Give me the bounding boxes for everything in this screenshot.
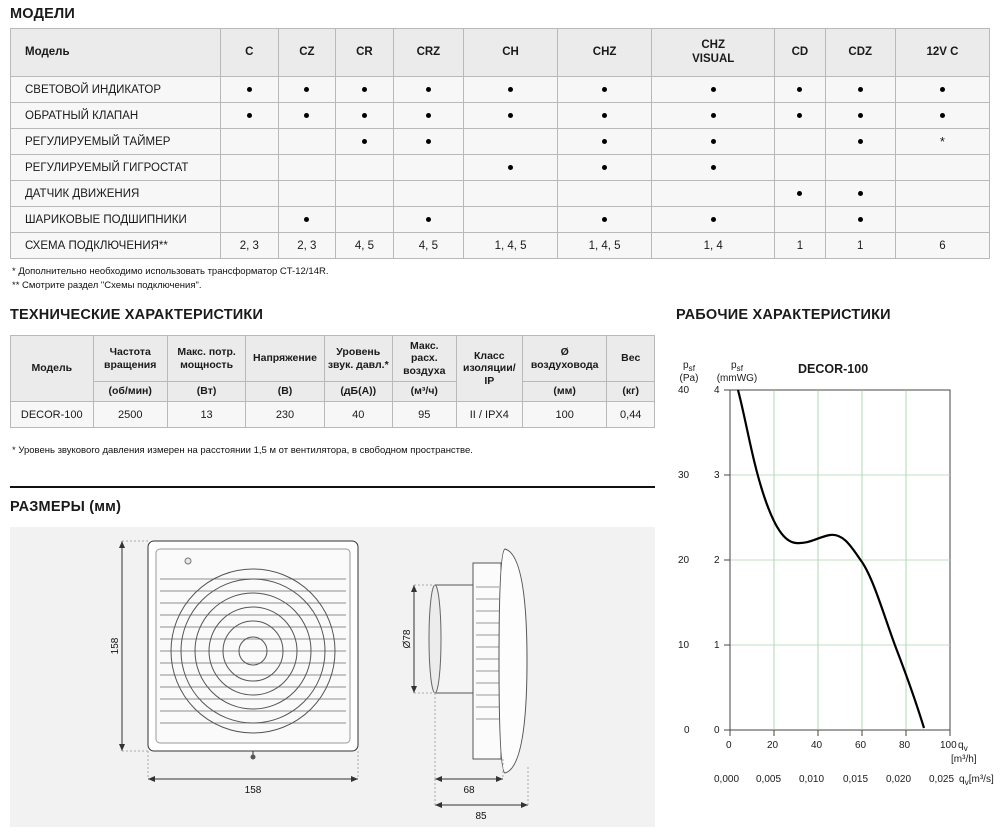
footnote-asterisk: * [939,133,945,149]
chart-ytick-right-0: 0 [714,725,720,736]
models-cell [895,77,989,103]
tech-unit-airflow: (м³/ч) [392,382,456,402]
models-header-chz-visual-l2: VISUAL [692,52,735,65]
models-row-label: ОБРАТНЫЙ КЛАПАН [11,103,221,129]
feature-dot-icon [304,217,309,222]
models-cell [558,103,652,129]
models-footnote-2: ** Смотрите раздел "Схемы подключения". [12,279,202,291]
models-cell [775,129,825,155]
feature-dot-icon [247,87,252,92]
chart-ytick-left-40: 40 [678,385,690,396]
feature-dot-icon [602,217,607,222]
models-header-chz-visual [652,29,775,77]
models-header-c: C [221,29,279,77]
chart-xtick-bottom-0: 0,000 [714,774,740,785]
feature-dot-icon [858,87,863,92]
models-row-label: ШАРИКОВЫЕ ПОДШИПНИКИ [11,207,221,233]
models-cell [336,207,394,233]
dimensions-divider [10,486,655,488]
models-cell [464,207,558,233]
tech-cell-model: DECOR-100 [11,402,94,428]
models-cell [336,155,394,181]
chart-y-right-label [706,360,768,385]
chart-x-label-bottom [959,774,994,787]
models-cell [558,77,652,103]
tech-header-power: Макс. потр. мощность [167,336,245,382]
tech-unit-voltage: (В) [246,382,324,402]
table-row [11,233,990,259]
feature-dot-icon [711,139,716,144]
feature-dot-icon [602,87,607,92]
tech-header-airflow: Макс. расх. воздуха [392,336,456,382]
tech-header-voltage: Напряжение [246,336,324,382]
models-cell [336,77,394,103]
chart-ytick-right-1: 1 [714,640,720,651]
tech-table [10,335,655,428]
table-row [11,402,655,428]
tech-cell-airflow: 95 [392,402,456,428]
table-row [11,155,990,181]
chart-ytick-left-30: 30 [678,470,690,481]
chart-title: DECOR-100 [798,362,869,376]
chart-y-right-subscript: sf [736,363,744,373]
models-cell [895,155,989,181]
feature-dot-icon [940,87,945,92]
chart-ytick-left-10: 10 [678,640,690,651]
models-cell [825,207,895,233]
dimension-front-width: 158 [244,785,262,796]
feature-dot-icon [711,165,716,170]
table-row [11,181,990,207]
chart-x-units-bottom: [m³/s] [968,774,994,785]
models-cell [652,207,775,233]
models-header-chz-visual-l1: CHZ [701,39,726,52]
tech-header-speed: Частота вращения [93,336,167,382]
chart-xtick-top-0: 0 [726,740,732,751]
models-header-crz: CRZ [393,29,463,77]
chart-x-units-top: [m³/h] [951,754,977,765]
models-cell: 4, 5 [393,233,463,259]
tech-cell-weight: 0,44 [607,402,655,428]
tech-cell-power: 13 [167,402,245,428]
tech-header-duct: Ø воздуховода [522,336,607,382]
models-cell [558,207,652,233]
models-cell [221,77,279,103]
tech-header-row-1 [11,336,655,382]
feature-dot-icon [858,191,863,196]
models-header-model: Модель [11,29,221,77]
chart-x-label-bottom-subscript: v [964,777,969,787]
models-cell: 2, 3 [278,233,336,259]
models-cell [278,77,336,103]
models-cell [895,103,989,129]
tech-unit-duct: (мм) [522,382,607,402]
models-cell [464,103,558,129]
models-cell: 2, 3 [221,233,279,259]
models-cell [775,155,825,181]
tech-unit-weight: (кг) [607,382,655,402]
models-cell [652,129,775,155]
feature-dot-icon [602,113,607,118]
feature-dot-icon [362,139,367,144]
chart-xtick-top-40: 40 [811,740,823,751]
models-cell [278,155,336,181]
tech-unit-power: (Вт) [167,382,245,402]
models-cell [393,77,463,103]
models-cell [221,129,279,155]
models-cell [775,77,825,103]
models-cell [393,207,463,233]
tech-note: * Уровень звукового давления измерен на расстоянии 1,5 м от вентилятора, в свободном пространстве. [12,445,473,456]
table-row [11,103,990,129]
models-row-label: РЕГУЛИРУЕМЫЙ ТАЙМЕР [11,129,221,155]
chart-y-right-units: (mmWG) [716,372,758,384]
table-row [11,129,990,155]
tech-cell-duct: 100 [522,402,607,428]
feature-dot-icon [426,139,431,144]
tech-header-row-2 [11,382,655,402]
dimensions-drawing [10,527,655,827]
models-cell [336,181,394,207]
chart-ytick-left-20: 20 [678,555,690,566]
dimensions-svg [10,527,655,827]
models-cell [464,181,558,207]
models-cell [652,155,775,181]
models-cell [393,155,463,181]
tech-header-weight: Вес [607,336,655,382]
models-footnotes [12,265,329,293]
tech-unit-noise: (дБ(А)) [324,382,392,402]
models-row-label: РЕГУЛИРУЕМЫЙ ГИГРОСТАТ [11,155,221,181]
models-cell [278,181,336,207]
models-cell [464,129,558,155]
models-cell: 1, 4, 5 [558,233,652,259]
dimension-side-depth: 68 [463,785,475,796]
feature-dot-icon [858,217,863,222]
models-cell [336,103,394,129]
models-cell [221,181,279,207]
chart-x-label-top [958,740,968,753]
models-cell [652,181,775,207]
feature-dot-icon [858,139,863,144]
tech-table-body [11,402,655,428]
feature-dot-icon [362,87,367,92]
models-footnote-1: * Дополнительно необходимо использовать трансформатор CT-12/14R. [12,266,329,277]
feature-dot-icon [602,139,607,144]
models-cell [825,77,895,103]
models-cell [775,181,825,207]
chart-xtick-bottom-1: 0,005 [756,774,782,785]
models-cell [825,181,895,207]
models-cell [895,181,989,207]
chart-xtick-top-100: 100 [940,740,957,751]
chart-y-left-symbol: p [682,360,689,371]
models-cell [825,103,895,129]
feature-dot-icon [940,113,945,118]
chart-ytick-right-4: 4 [714,385,720,396]
dimension-duct-diameter: Ø78 [402,629,413,649]
models-header-cd: CD [775,29,825,77]
models-cell: 1 [825,233,895,259]
tech-header-model: Модель [11,336,94,402]
models-cell: 4, 5 [336,233,394,259]
models-header-chz: CHZ [558,29,652,77]
chart-ytick-right-3: 3 [714,470,720,481]
models-section-title: МОДЕЛИ [10,6,75,22]
tech-unit-speed: (об/мин) [93,382,167,402]
chart-xtick-top-20: 20 [767,740,779,751]
models-cell: 1, 4, 5 [464,233,558,259]
chart-ytick-right-2: 2 [714,555,720,566]
dimensions-section-title: РАЗМЕРЫ (мм) [10,499,122,515]
tech-cell-insulation: II / IPX4 [456,402,522,428]
feature-dot-icon [711,113,716,118]
chart-y-left-units: (Pa) [679,372,699,384]
feature-dot-icon [304,87,309,92]
chart-x-label-bottom-symbol: q [959,774,965,785]
feature-dot-icon [797,113,802,118]
feature-dot-icon [508,165,513,170]
performance-chart-svg [668,330,990,810]
models-cell [464,155,558,181]
models-cell [278,103,336,129]
feature-dot-icon [426,113,431,118]
feature-dot-icon [508,87,513,92]
models-cell [221,207,279,233]
dimension-front-height: 158 [110,637,121,655]
performance-section-title: РАБОЧИЕ ХАРАКТЕРИСТИКИ [676,307,891,323]
chart-xtick-top-80: 80 [899,740,911,751]
models-cell [558,181,652,207]
feature-dot-icon [858,113,863,118]
models-cell [825,129,895,155]
models-header-cdz: CDZ [825,29,895,77]
tech-cell-voltage: 230 [246,402,324,428]
chart-xtick-bottom-5: 0,025 [929,774,955,785]
feature-dot-icon [426,217,431,222]
models-row-label: СХЕМА ПОДКЛЮЧЕНИЯ** [11,233,221,259]
models-cell [652,77,775,103]
chart-y-left-label [668,360,710,385]
feature-dot-icon [797,87,802,92]
models-header-12vc: 12V C [895,29,989,77]
models-cell: 6 [895,233,989,259]
chart-y-left-subscript: sf [688,363,696,373]
feature-dot-icon [304,113,309,118]
tech-header-noise: Уровень звук. давл.* [324,336,392,382]
models-cell [278,129,336,155]
models-cell [221,103,279,129]
models-cell [393,181,463,207]
models-cell [393,103,463,129]
models-cell [336,129,394,155]
models-table [10,28,990,259]
chart-xtick-bottom-4: 0,020 [886,774,912,785]
chart-x-label-top-symbol: q [958,740,964,751]
models-header-ch: CH [464,29,558,77]
models-cell [393,129,463,155]
table-row [11,77,990,103]
chart-x-label-top-subscript: v [963,743,968,753]
models-cell [825,155,895,181]
models-table-header-row [11,29,990,77]
tech-cell-noise: 40 [324,402,392,428]
feature-dot-icon [508,113,513,118]
models-cell [278,207,336,233]
models-cell [652,103,775,129]
feature-dot-icon [797,191,802,196]
table-row [11,207,990,233]
tech-header-insulation: Класс изоляции/ IP [456,336,522,402]
chart-y-right-symbol: p [730,360,737,371]
models-cell [464,77,558,103]
models-cell: 1 [775,233,825,259]
models-cell: 1, 4 [652,233,775,259]
models-header-cz: CZ [278,29,336,77]
feature-dot-icon [602,165,607,170]
models-cell [558,155,652,181]
models-cell [775,103,825,129]
feature-dot-icon [711,217,716,222]
feature-dot-icon [247,113,252,118]
models-table-body [11,77,990,259]
models-cell [895,207,989,233]
feature-dot-icon [362,113,367,118]
dimension-side-total: 85 [475,811,487,822]
feature-dot-icon [426,87,431,92]
chart-xtick-bottom-3: 0,015 [843,774,869,785]
models-row-label: ДАТЧИК ДВИЖЕНИЯ [11,181,221,207]
chart-xtick-bottom-2: 0,010 [799,774,825,785]
models-cell [895,129,989,155]
models-cell [558,129,652,155]
tech-cell-speed: 2500 [93,402,167,428]
models-cell [775,207,825,233]
feature-dot-icon [711,87,716,92]
chart-xtick-top-60: 60 [855,740,867,751]
performance-chart [668,330,994,810]
models-row-label: СВЕТОВОЙ ИНДИКАТОР [11,77,221,103]
models-cell [221,155,279,181]
chart-ytick-left-0: 0 [684,725,690,736]
tech-section-title: ТЕХНИЧЕСКИЕ ХАРАКТЕРИСТИКИ [10,307,264,323]
models-header-cr: CR [336,29,394,77]
